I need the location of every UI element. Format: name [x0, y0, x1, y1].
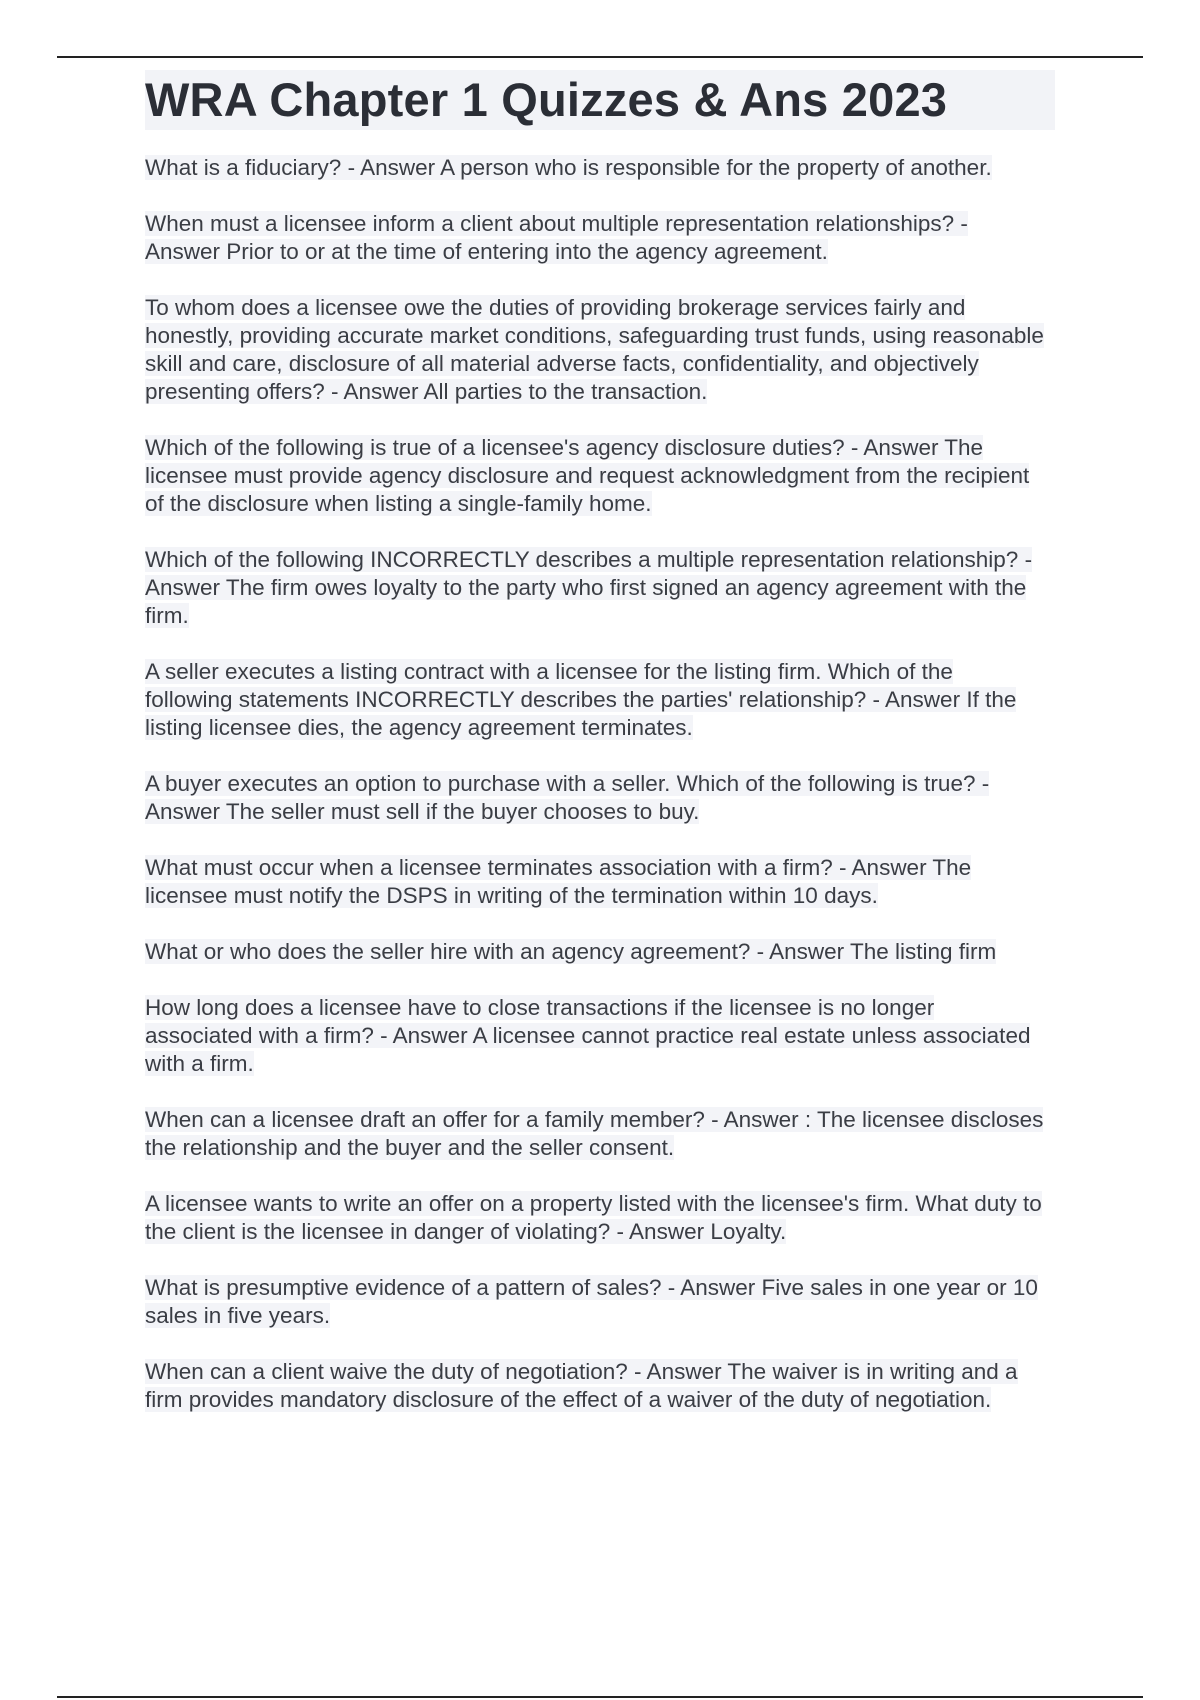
qa-item: What must occur when a licensee terminates association with a firm? - Answer The licensee must notify the DSPS in writing of the termination within 10 days.: [145, 855, 972, 908]
qa-item: What is a fiduciary? - Answer A person who is responsible for the property of another.: [145, 155, 992, 180]
qa-item: A buyer executes an option to purchase with a seller. Which of the following is true? - Answer The seller must sell if the buyer chooses to buy.: [145, 771, 990, 824]
qa-item: When must a licensee inform a client about multiple representation relationships? - Answer Prior to or at the time of entering into the agency agreement.: [145, 211, 968, 264]
top-rule: [57, 56, 1143, 58]
qa-item: What or who does the seller hire with an agency agreement? - Answer The listing firm: [145, 939, 997, 964]
qa-item: Which of the following is true of a licensee's agency disclosure duties? - Answer The licensee must provide agency disclosure and request acknowledgment from the recipient of the disclosure when listing a single-family home.: [145, 435, 1030, 516]
qa-item: A seller executes a listing contract with a licensee for the listing firm. Which of the following statements INCORRECTLY describes the parties' relationship? - Answer If the listing licensee dies, the agency agreement terminates.: [145, 659, 1017, 740]
bottom-rule: [57, 1696, 1143, 1698]
qa-item: What is presumptive evidence of a pattern of sales? - Answer Five sales in one year or 10 sales in five years.: [145, 1275, 1038, 1328]
qa-item: To whom does a licensee owe the duties of providing brokerage services fairly and honestly, providing accurate market conditions, safeguarding trust funds, using reasonable skill and care, disclosure of all material adverse facts, confidentiality, and objectively presenting offers? - Answer All parties to the transaction.: [145, 295, 1044, 404]
qa-list: [145, 154, 1055, 1414]
qa-item: When can a client waive the duty of negotiation? - Answer The waiver is in writing and a firm provides mandatory disclosure of the effect of a waiver of the duty of negotiation.: [145, 1359, 1018, 1412]
document-title: WRA Chapter 1 Quizzes & Ans 2023: [145, 70, 1055, 130]
qa-item: How long does a licensee have to close transactions if the licensee is no longer associated with a firm? - Answer A licensee cannot practice real estate unless associated with a firm.: [145, 995, 1031, 1076]
qa-item: A licensee wants to write an offer on a property listed with the licensee's firm. What duty to the client is the licensee in danger of violating? - Answer Loyalty.: [145, 1191, 1042, 1244]
document-page: [145, 70, 1055, 1442]
qa-item: Which of the following INCORRECTLY describes a multiple representation relationship? - Answer The firm owes loyalty to the party who first signed an agency agreement with the firm.: [145, 547, 1033, 628]
qa-item: When can a licensee draft an offer for a family member? - Answer : The licensee discloses the relationship and the buyer and the seller consent.: [145, 1107, 1044, 1160]
